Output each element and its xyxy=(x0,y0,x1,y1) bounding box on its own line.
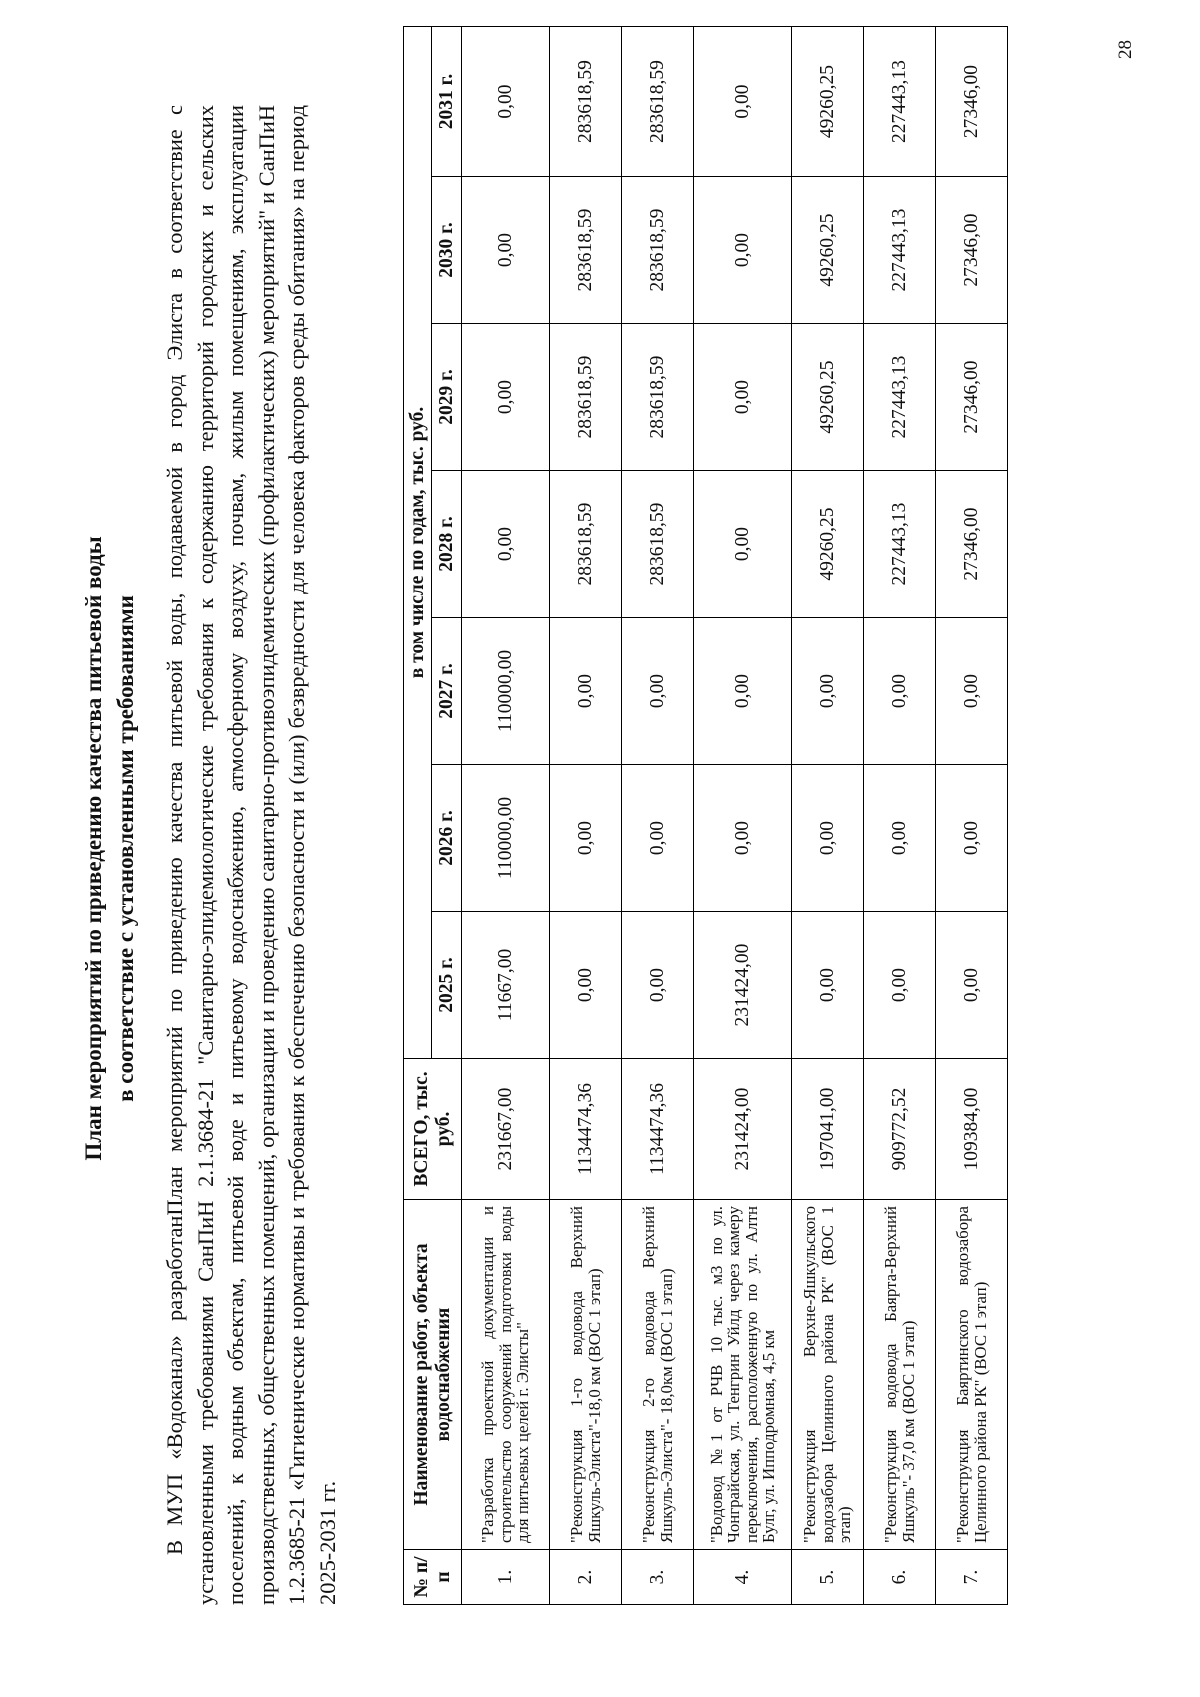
row-name: "Реконструкция 1-го водовода Верхний Яшкуль-Элиста"-18,0 км (ВОС 1 этап) xyxy=(550,1200,622,1550)
row-year-value: 227443,13 xyxy=(864,471,936,618)
header-year: 2028 г. xyxy=(432,471,462,618)
row-year-value: 0,00 xyxy=(694,765,792,912)
row-year-value: 0,00 xyxy=(792,765,864,912)
row-name: "Реконструкция 2-го водовода Верхний Яшкуль-Элиста"- 18,0км (ВОС 1 этап) xyxy=(622,1200,694,1550)
row-year-value: 0,00 xyxy=(622,618,694,765)
row-year-value: 49260,25 xyxy=(792,177,864,324)
header-year: 2029 г. xyxy=(432,324,462,471)
header-num: № п/п xyxy=(404,1550,462,1605)
row-year-value: 231424,00 xyxy=(694,912,792,1059)
row-year-value: 0,00 xyxy=(792,618,864,765)
row-total: 1134474,36 xyxy=(550,1059,622,1200)
row-total: 231667,00 xyxy=(462,1059,550,1200)
row-year-value: 11667,00 xyxy=(462,912,550,1059)
table-row xyxy=(550,26,622,1604)
row-year-value: 0,00 xyxy=(936,912,1008,1059)
row-year-value: 27346,00 xyxy=(936,324,1008,471)
row-number: 1. xyxy=(462,1550,550,1605)
row-year-value: 0,00 xyxy=(694,618,792,765)
row-name: "Водовод №1 от РЧВ 10 тыс. м3 по ул. Чонграйская, ул. Тенгрин Уйлд через камеру переключения, расположенную по ул. Алтн Булг, ул. Ипподромная, 4,5 км xyxy=(694,1200,792,1550)
row-year-value: 0,00 xyxy=(936,765,1008,912)
row-year-value: 0,00 xyxy=(462,26,550,176)
table-row xyxy=(936,26,1008,1604)
intro-paragraph xyxy=(160,105,343,1605)
row-year-value: 0,00 xyxy=(864,618,936,765)
row-year-value: 0,00 xyxy=(864,765,936,912)
row-year-value: 0,00 xyxy=(694,471,792,618)
row-year-value: 0,00 xyxy=(694,324,792,471)
header-name: Наименование работ, объекта водоснабжения xyxy=(404,1200,462,1550)
header-year: 2025 г. xyxy=(432,912,462,1059)
row-year-value: 0,00 xyxy=(936,618,1008,765)
row-name: "Разработка проектной документации и строительство сооружений подготовки воды для питьевых целей г. Элисты" xyxy=(462,1200,550,1550)
row-year-value: 0,00 xyxy=(462,471,550,618)
row-year-value: 283618,59 xyxy=(622,177,694,324)
page-number: 28 xyxy=(1115,40,1136,59)
row-year-value: 27346,00 xyxy=(936,177,1008,324)
row-number: 4. xyxy=(694,1550,792,1605)
title-line-2: в соответствие с установленными требованиями xyxy=(113,595,138,1102)
row-number: 6. xyxy=(864,1550,936,1605)
row-year-value: 283618,59 xyxy=(622,471,694,618)
row-year-value: 0,00 xyxy=(550,618,622,765)
row-number: 5. xyxy=(792,1550,864,1605)
table-row xyxy=(694,26,792,1604)
row-year-value: 27346,00 xyxy=(936,26,1008,176)
row-year-value: 27346,00 xyxy=(936,471,1008,618)
header-total: ВСЕГО, тыс. руб. xyxy=(404,1059,462,1200)
row-year-value: 0,00 xyxy=(694,177,792,324)
row-name: "Реконструкция водовода Баярта-Верхний Яшкуль"- 37,0 км (ВОС 1 этап) xyxy=(864,1200,936,1550)
row-year-value: 110000,00 xyxy=(462,765,550,912)
table-row xyxy=(462,26,550,1604)
table-row xyxy=(864,26,936,1604)
row-year-value: 0,00 xyxy=(864,912,936,1059)
row-year-value: 0,00 xyxy=(694,26,792,176)
row-total: 1134474,36 xyxy=(622,1059,694,1200)
row-year-value: 227443,13 xyxy=(864,177,936,324)
table-row xyxy=(622,26,694,1604)
row-year-value: 49260,25 xyxy=(792,26,864,176)
row-year-value: 283618,59 xyxy=(550,471,622,618)
plan-table xyxy=(403,26,1008,1605)
row-year-value: 110000,00 xyxy=(462,618,550,765)
row-year-value: 283618,59 xyxy=(550,324,622,471)
row-total: 109384,00 xyxy=(936,1059,1008,1200)
header-by-years: в том числе по годам, тыс. руб. xyxy=(404,26,432,1058)
row-number: 2. xyxy=(550,1550,622,1605)
row-year-value: 283618,59 xyxy=(550,177,622,324)
row-year-value: 0,00 xyxy=(462,324,550,471)
plan-table-wrapper xyxy=(403,27,1008,1605)
row-year-value: 0,00 xyxy=(622,765,694,912)
row-year-value: 0,00 xyxy=(550,765,622,912)
header-year: 2030 г. xyxy=(432,177,462,324)
row-year-value: 49260,25 xyxy=(792,324,864,471)
row-year-value: 0,00 xyxy=(550,912,622,1059)
row-year-value: 49260,25 xyxy=(792,471,864,618)
row-number: 7. xyxy=(936,1550,1008,1605)
row-year-value: 0,00 xyxy=(792,912,864,1059)
row-year-value: 283618,59 xyxy=(622,26,694,176)
row-total: 909772,52 xyxy=(864,1059,936,1200)
row-year-value: 0,00 xyxy=(462,177,550,324)
title-line-1: План мероприятий по приведению качества питьевой воды xyxy=(81,536,106,1161)
row-total: 197041,00 xyxy=(792,1059,864,1200)
row-year-value: 283618,59 xyxy=(550,26,622,176)
row-name: "Реконструкция Баяртинского водозабора Целинного района РК" (ВОС 1 этап) xyxy=(936,1200,1008,1550)
row-year-value: 0,00 xyxy=(622,912,694,1059)
row-name: "Реконструкция Верхне-Яшкульского водозабора Целинного района РК" (ВОС 1 этап) xyxy=(792,1200,864,1550)
table-row xyxy=(792,26,864,1604)
header-year: 2031 г. xyxy=(432,26,462,176)
row-year-value: 227443,13 xyxy=(864,324,936,471)
row-year-value: 283618,59 xyxy=(622,324,694,471)
header-year: 2027 г. xyxy=(432,618,462,765)
row-total: 231424,00 xyxy=(694,1059,792,1200)
row-year-value: 227443,13 xyxy=(864,26,936,176)
intro-text: В МУП «Водоканал» разработанПлан мероприятий по приведению качества питьевой воды, подаваемой в город Элиста в соответствие с установленными требованиями СанПиН 2.1.3684-21 "Санитарно-эпидемиологические требования к содержанию территорий городских и сельских поселений, к водным объектам, питьевой воде и питьевому водоснабжению, атмосферному воздуху, почвам, жилым помещениям, эксплуатации производственных, общественных помещений, организации и проведению санитарно-противоэпидемических (профилактических) мероприятий" и СанПиН 1.2.3685-21 «Гигиенические нормативы и требования к обеспечению безопасности и (или) безвредности для человека факторов среды обитания» на период 2025-2031 гг. xyxy=(162,105,340,1605)
row-number: 3. xyxy=(622,1550,694,1605)
document-title xyxy=(78,0,142,1697)
header-year: 2026 г. xyxy=(432,765,462,912)
